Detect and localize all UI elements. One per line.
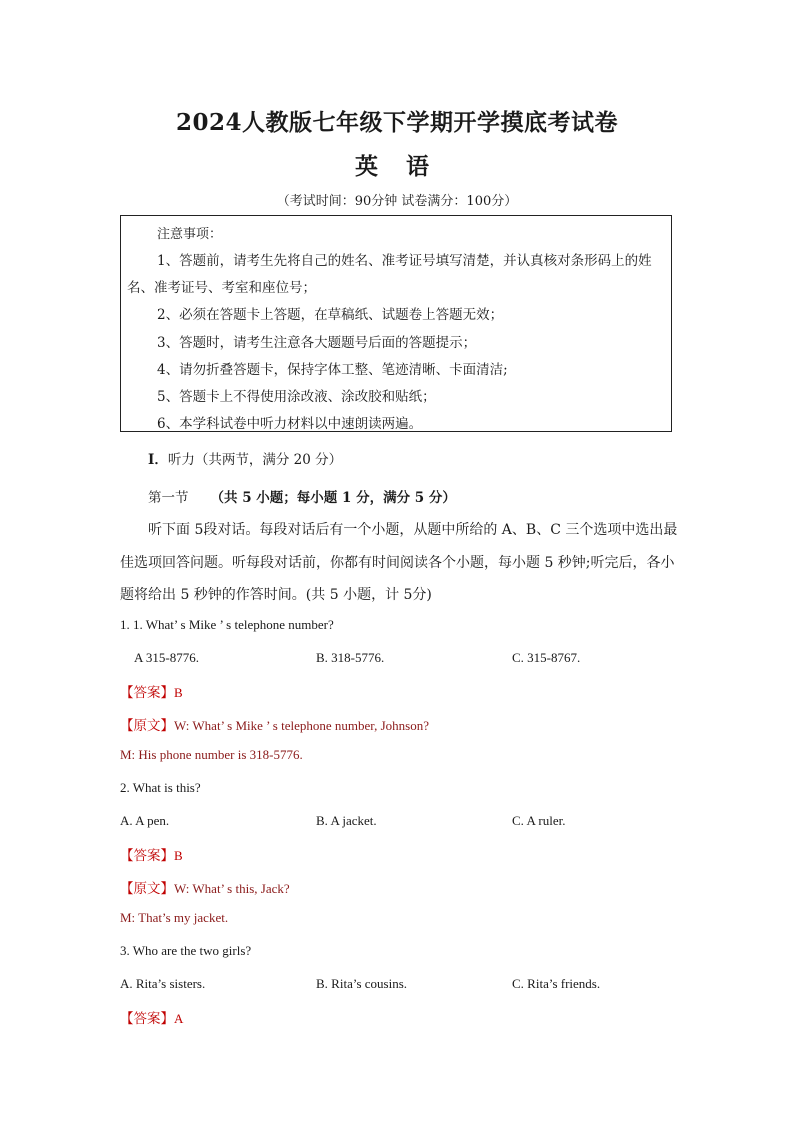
notice-heading: 注意事项： — [157, 227, 223, 242]
question-3-option-b: B. Rita’s cousins. — [316, 976, 408, 991]
section-text: 听力（共两节，满分 20 分） — [167, 452, 343, 468]
script-line-1: W: What’ s Mike ’ s telephone number, Johnson? — [174, 718, 429, 733]
answer-value: B — [174, 848, 183, 863]
part1-label: 第一节 — [148, 490, 189, 506]
answer-value: A — [174, 1011, 184, 1026]
answer-tag: 【答案】 — [120, 848, 174, 864]
notice-item-4: 4、请勿折叠答题卡，保持字体工整、笔迹清晰、卡面清洁; — [157, 362, 508, 378]
question-2-option-a: A. A pen. — [120, 813, 170, 828]
notice-item-6: 6、本学科试卷中听力材料以中速朗读两遍。 — [157, 416, 423, 432]
question-1-option-a: A 315-8776. — [134, 650, 199, 665]
question-2-option-b: B. A jacket. — [316, 813, 377, 828]
question-2-script-line-2: M: That’s my jacket. — [120, 910, 229, 925]
question-1-stem: 1. 1. What’ s Mike ’ s telephone number? — [120, 617, 334, 632]
notice-item-1: 1、答题前，请考生先将自己的姓名、准考证号填写清楚，并认真核对条形码上的姓 — [157, 253, 652, 269]
answer-tag: 【答案】 — [120, 1011, 174, 1027]
question-3-option-c: C. Rita’s friends. — [512, 976, 601, 991]
script-tag: 【原文】 — [120, 718, 174, 734]
question-1-option-b: B. 318-5776. — [316, 650, 385, 665]
part1-desc: （共 5 小题；每小题 1 分，满分 5 分） — [210, 490, 456, 506]
question-1-answer — [120, 681, 183, 701]
exam-title: 2024人教版七年级下学期开学摸底考试卷 — [175, 109, 618, 136]
answer-value: B — [174, 685, 183, 700]
subject-title: 英 语 — [354, 153, 439, 180]
question-3-option-a: A. Rita’s sisters. — [120, 976, 206, 991]
instruction-line-1: 听下面 5段对话。每段对话后有一个小题，从题中所给的 A、B、C 三个选项中选出最 — [148, 522, 678, 538]
part1-heading — [148, 486, 456, 506]
notice-item-3: 3、答题时，请考生注意各大题题号后面的答题提示； — [157, 335, 477, 351]
script-line-1: W: What’ s this, Jack? — [174, 881, 290, 896]
question-2-stem: 2. What is this? — [120, 780, 201, 795]
question-2-script — [120, 877, 290, 897]
question-3-answer — [120, 1007, 183, 1027]
notice-box — [120, 215, 672, 432]
instruction-line-2: 佳选项回答问题。听每段对话前，你都有时间阅读各个小题，每小题 5 秒钟;听完后，各小 — [120, 555, 675, 571]
notice-item-5: 5、答题卡上不得使用涂改液、涂改胶和贴纸； — [157, 389, 436, 405]
notice-item-2: 2、必须在答题卡上答题，在草稿纸、试题卷上答题无效； — [157, 307, 504, 323]
question-3-stem: 3. Who are the two girls? — [120, 943, 252, 958]
section-listening-title — [148, 448, 342, 468]
question-1-script — [120, 714, 429, 734]
instruction-line-3: 题将给出 5 秒钟的作答时间。(共 5 小题，计 5分) — [120, 587, 432, 603]
section-number: I． — [148, 452, 168, 468]
question-1-script-line-2: M: His phone number is 318-5776. — [120, 747, 303, 762]
exam-info: （考试时间：90分钟 试卷满分：100分） — [276, 194, 518, 209]
question-2-option-c: C. A ruler. — [512, 813, 566, 828]
question-2-answer — [120, 844, 183, 864]
script-tag: 【原文】 — [120, 881, 174, 897]
question-1-option-c: C. 315-8767. — [512, 650, 581, 665]
notice-item-1-cont: 名、准考证号、考室和座位号； — [127, 280, 316, 296]
answer-tag: 【答案】 — [120, 685, 174, 701]
